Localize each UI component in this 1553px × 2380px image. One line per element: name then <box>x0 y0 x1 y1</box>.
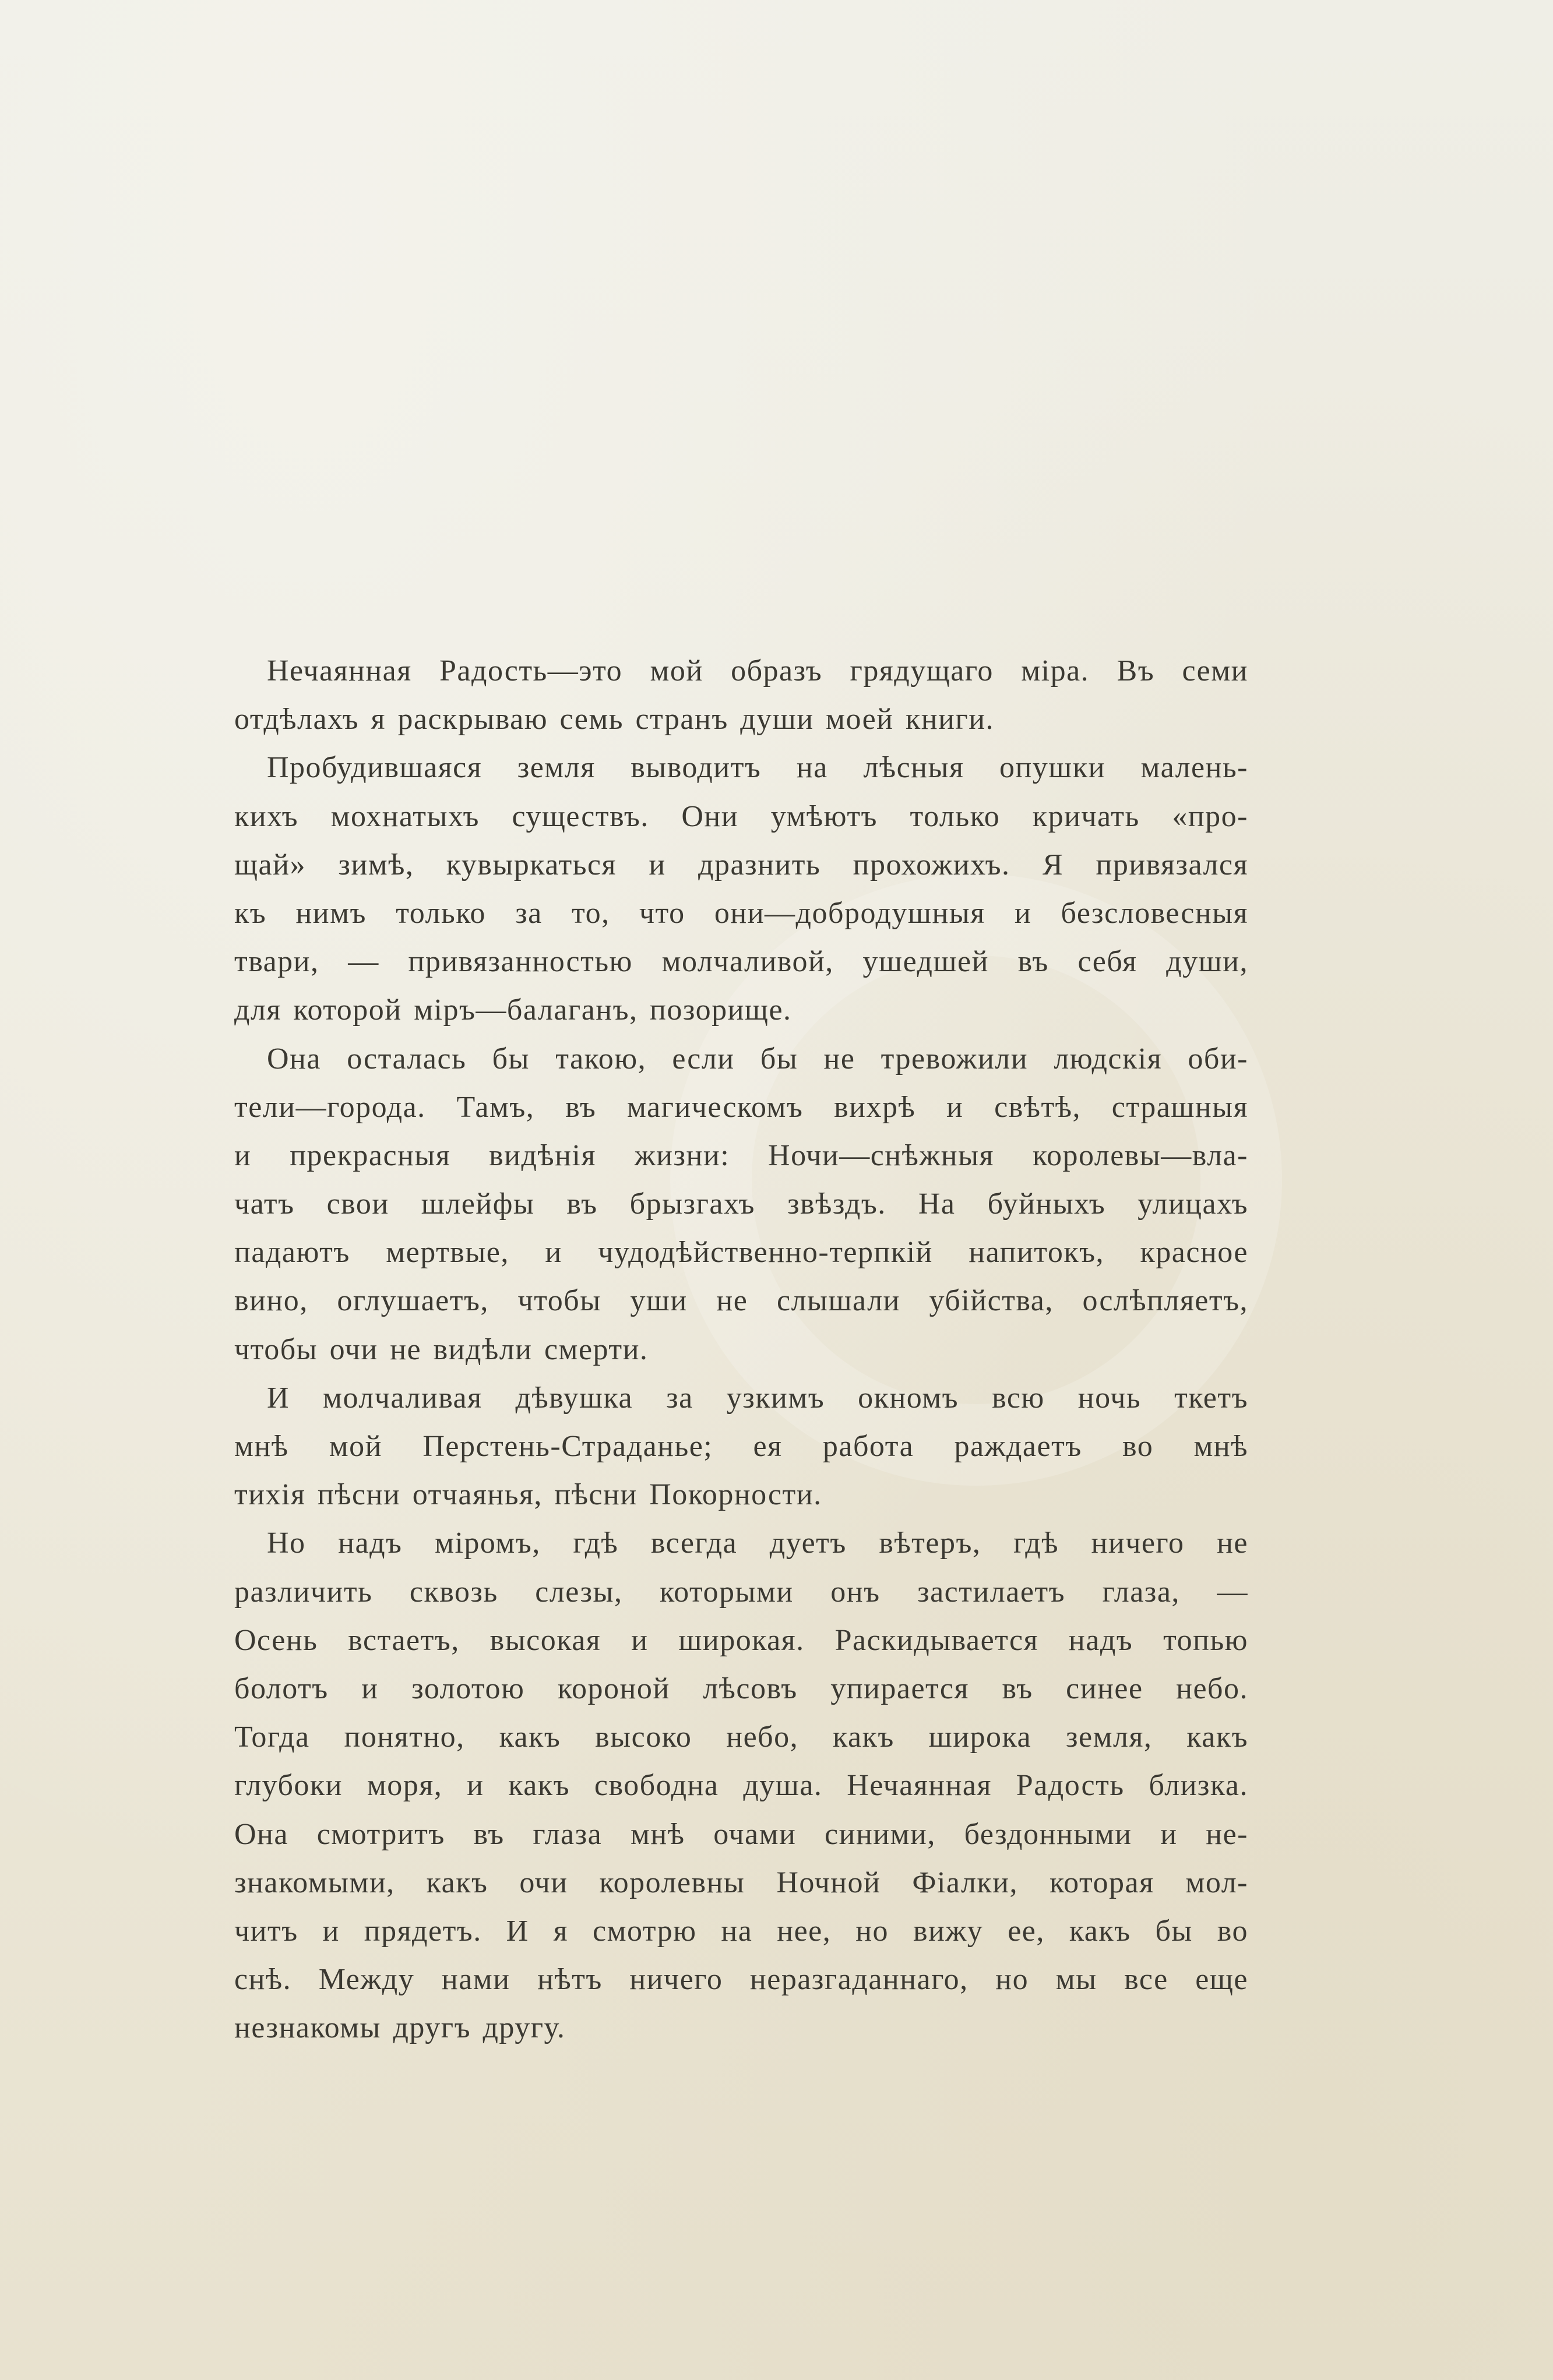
text-line: Пробудившаяся земля выводитъ на лѣсныя опушки малень- <box>267 751 1248 785</box>
text-line: чтобы очи не видѣли смерти. <box>234 1332 649 1366</box>
text-line: мнѣ мой Перстень-Страданье; ея работа раждаетъ во мнѣ <box>234 1430 1248 1463</box>
text-line: незнакомы другъ другу. <box>234 2011 566 2045</box>
text-line: щай» зимѣ, кувыркаться и дразнить прохожихъ. Я привязался <box>234 848 1248 882</box>
text-line: болотъ и золотою короной лѣсовъ упирается въ синее небо. <box>234 1672 1248 1705</box>
text-line: чатъ свои шлейфы въ брызгахъ звѣздъ. На буйныхъ улицахъ <box>234 1187 1248 1221</box>
text-line: различить сквозь слезы, которыми онъ застилаетъ глаза, — <box>234 1575 1248 1609</box>
text-line: читъ и прядетъ. И я смотрю на нее, но вижу ее, какъ бы во <box>234 1914 1248 1948</box>
text-line: вино, оглушаетъ, чтобы уши не слышали убійства, ослѣпляетъ, <box>234 1284 1248 1318</box>
text-line: знакомыми, какъ очи королевны Ночной Фіалки, которая мол- <box>234 1866 1248 1899</box>
text-line: Тогда понятно, какъ высоко небо, какъ широка земля, какъ <box>234 1720 1248 1754</box>
text-line: твари, — привязанностью молчаливой, ушедшей въ себя души, <box>234 945 1248 979</box>
text-line: Но надъ міромъ, гдѣ всегда дуетъ вѣтеръ, гдѣ ничего не <box>267 1526 1248 1560</box>
text-line: тихія пѣсни отчаянья, пѣсни Покорности. <box>234 1478 822 1512</box>
text-line: Осень встаетъ, высокая и широкая. Раскидывается надъ топью <box>234 1623 1248 1657</box>
text-line: кихъ мохнатыхъ существъ. Они умѣютъ только кричать «про- <box>234 799 1248 833</box>
text-line: и прекрасныя видѣнія жизни: Ночи—снѣжныя королевы—вла- <box>234 1138 1248 1172</box>
text-line: И молчаливая дѣвушка за узкимъ окномъ всю ночь ткетъ <box>267 1381 1248 1415</box>
text-line: Она осталась бы такою, если бы не тревожили людскія оби- <box>267 1042 1248 1076</box>
paragraph-2 <box>234 743 1248 1034</box>
text-line: глубоки моря, и какъ свободна душа. Нечаянная Радость близка. <box>234 1769 1248 1803</box>
text-line: снѣ. Между нами нѣтъ ничего неразгаданнаго, но мы все еще <box>234 1963 1248 1997</box>
text-line: отдѣлахъ я раскрываю семь странъ души моей книги. <box>234 703 995 736</box>
text-line: для которой міръ—балаганъ, позорище. <box>234 993 792 1027</box>
paragraph-3 <box>234 1035 1248 1374</box>
text-line: къ нимъ только за то, что они—добродушныя и безсловесныя <box>234 896 1248 930</box>
paragraph-1 <box>234 647 1248 743</box>
text-line: тели—города. Тамъ, въ магическомъ вихрѣ и свѣтѣ, страшныя <box>234 1090 1248 1124</box>
text-line: падаютъ мертвые, и чудодѣйственно-терпкій напитокъ, красное <box>234 1236 1248 1270</box>
text-line: Нечаянная Радость—это мой образъ грядущаго міра. Въ семи <box>267 654 1248 687</box>
paragraph-4 <box>234 1374 1248 1519</box>
paragraph-5 <box>234 1519 1248 2052</box>
text-line: Она смотритъ въ глаза мнѣ очами синими, бездонными и не- <box>234 1817 1248 1851</box>
body-text <box>234 647 1248 2052</box>
